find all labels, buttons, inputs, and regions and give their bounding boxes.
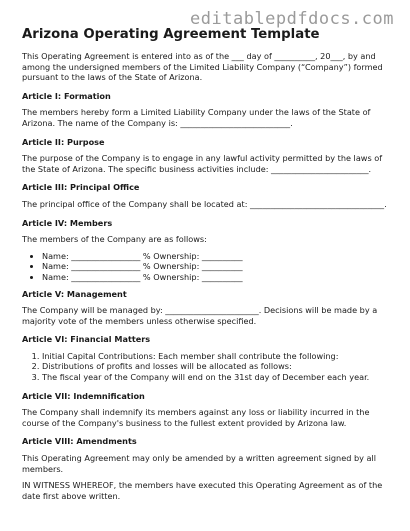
article-5-body: The Company will be managed by: _______________________. Decisions will be made by a majority vote of the members unless otherwise specified. (22, 305, 378, 326)
article-2-heading: Article II: Purpose (22, 136, 105, 147)
financial-item: 2. Distributions of profits and losses will be allocated as follows: (42, 361, 392, 372)
member-item: • Name: _________________ % Ownership: __________ (42, 251, 392, 262)
article-7-body: The Company shall indemnify its members against any loss or liability incurred in the course of the Company's business to the fullest extent provided by Arizona law. (22, 407, 370, 428)
article-5-heading: Article V: Management (22, 288, 127, 299)
financial-item: 1. Initial Capital Contributions: Each member shall contribute the following: (42, 351, 392, 362)
member-list (22, 251, 392, 283)
member-item: • Name: _________________ % Ownership: __________ (42, 272, 392, 283)
article-3-heading: Article III: Principal Office (22, 182, 140, 193)
financial-list (22, 351, 392, 383)
article-8-heading: Article VIII: Amendments (22, 436, 137, 447)
article-2-body: The purpose of the Company is to engage in any lawful activity permitted by the laws of the State of Arizona. The specific business activities include: ________________________. (22, 153, 383, 174)
article-8-body: This Operating Agreement may only be amended by a written agreement signed by all members. (22, 453, 376, 474)
article-3-body: The principal office of the Company shall be located at: _________________________________. (22, 198, 387, 209)
document-title: Arizona Operating Agreement Template (22, 27, 320, 42)
article-7-heading: Article VII: Indemnification (22, 390, 145, 401)
article-4-body: The members of the Company are as follows: (22, 234, 207, 245)
intro-paragraph: This Operating Agreement is entered into as of the ___ day of __________, 20___, by and among the undersigned members of the Limited Liability Company (“Company”) formed pursuant to the laws of the State of Arizona. (22, 51, 383, 83)
site-watermark: editablepdfdocs.com (190, 9, 394, 29)
article-1-body: The members hereby form a Limited Liability Company under the laws of the State of Arizona. The name of the Company is: ___________________________. (22, 107, 371, 128)
document-body (22, 27, 392, 501)
article-1-heading: Article I: Formation (22, 90, 111, 101)
financial-item: 3. The fiscal year of the Company will end on the 31st day of December each year. (42, 372, 392, 383)
closing-paragraph: IN WITNESS WHEREOF, the members have executed this Operating Agreement as of the date first above written. (22, 480, 383, 501)
member-item: • Name: _________________ % Ownership: __________ (42, 261, 392, 272)
article-4-heading: Article IV: Members (22, 217, 113, 228)
article-6-heading: Article VI: Financial Matters (22, 334, 151, 345)
